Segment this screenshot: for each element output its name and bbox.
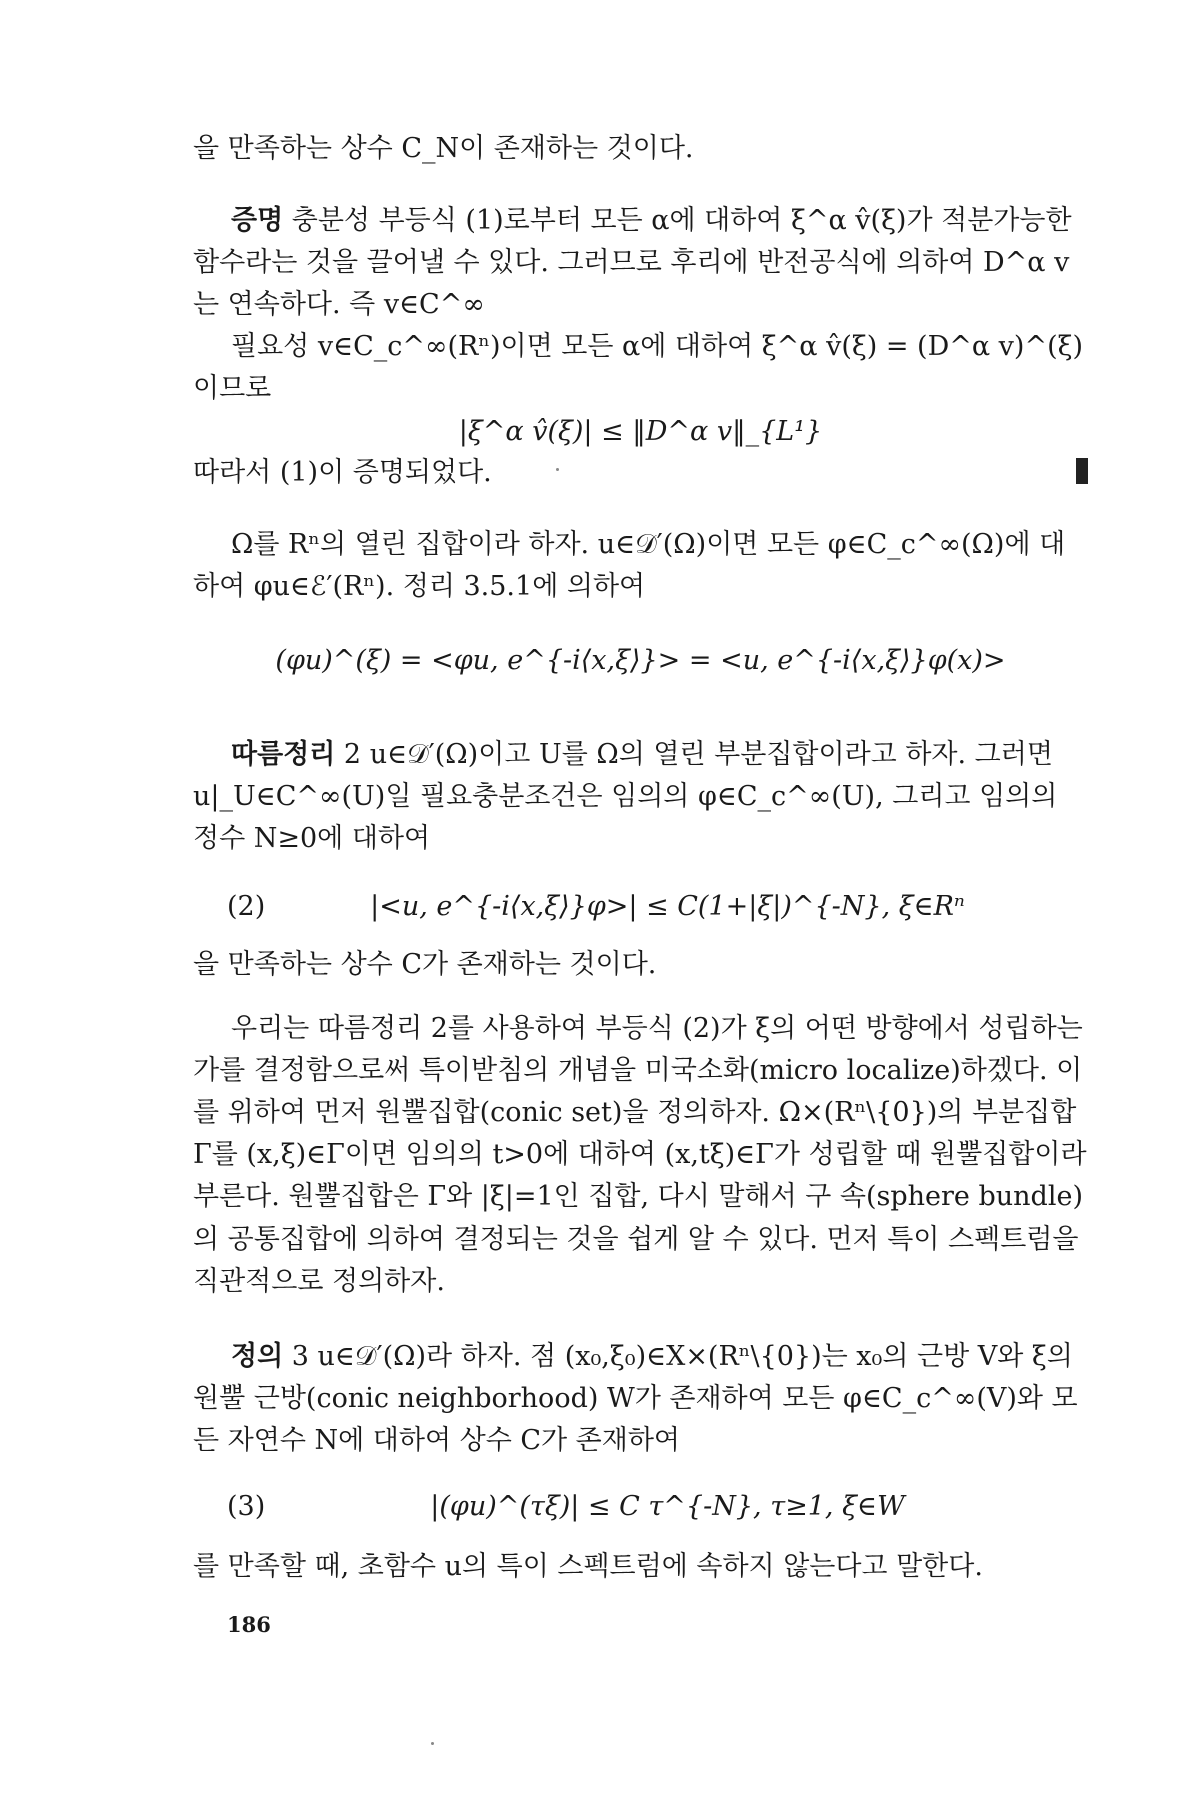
micro-paragraph: 우리는 따름정리 2를 사용하여 부등식 (2)가 ξ의 어떤 방향에서 성립하는가를 결정함으로써 특이받침의 개념을 미국소화(micro localize)하겠다. 이를 위하여 먼저 원뿔집합(conic set)을 정의하자. Ω×(Rⁿ\{0})의 부분집합 Γ를 (x,ξ)∈Γ이면 임의의 t>0에 대하여 (x,tξ)∈Γ가 성립할 때 원뿔집합이라 부른다. 원뿔집합은 Γ와 |ξ|=1인 집합, 다시 말해서 구 속(sphere bundle)의 공통집합에 의하여 결정되는 것을 쉽게 알 수 있다. 먼저 특이 스펙트럼을 직관적으로 정의하자. (193, 1013, 1087, 1297)
corollary-text: u∈𝒟′(Ω)이고 U를 Ω의 열린 부분집합이라고 하자. 그러면 u|_U∈C^∞(U)일 필요충분조건은 임의의 φ∈C_c^∞(U), 그리고 임의의 정수 N≥0에 대하여 (193, 739, 1058, 855)
page-number: 186 (227, 1612, 271, 1637)
definition-label: 정의 (231, 1341, 284, 1372)
definition-block (193, 1336, 1088, 1462)
equation-body: |(φu)^(τξ)| ≤ C τ^{-N}, τ≥1, ξ∈W (430, 1491, 905, 1522)
equation-number: (3) (227, 1491, 266, 1522)
definition-end: 를 만족할 때, 초함수 u의 특이 스펙트럼에 속하지 않는다고 말한다. (193, 1551, 983, 1582)
equation-3 (193, 1486, 1088, 1528)
proof-necessity: 필요성 v∈C_c^∞(Rⁿ)이면 모든 α에 대하여 ξ^α v̂(ξ) = (D^α v)^(ξ)이므로 (193, 331, 1084, 405)
definition-text: u∈𝒟′(Ω)라 하자. 점 (x₀,ξ₀)∈X×(Rⁿ\{0})는 x₀의 근방 V와 ξ의 원뿔 근방(conic neighborhood) W가 존재하여 모든 φ∈C_c^∞(V)와 모든 자연수 N에 대하여 상수 C가 존재하여 (193, 1341, 1078, 1457)
equation-body: |<u, e^{-i⟨x,ξ⟩}φ>| ≤ C(1+|ξ|)^{-N}, ξ∈Rⁿ (370, 891, 965, 922)
proof-conclusion: 따라서 (1)이 증명되었다. (193, 457, 492, 488)
corollary-number: 2 (343, 739, 362, 770)
corollary-block (193, 734, 1088, 860)
proof-block (193, 200, 1088, 453)
omega-paragraph: Ω를 Rⁿ의 열린 집합이라 하자. u∈𝒟′(Ω)이면 모든 φ∈C_c^∞(Ω)에 대하여 φu∈ℰ′(Rⁿ). 정리 3.5.1에 의하여 (193, 529, 1066, 603)
fourier-equation: (φu)^(ξ) = <φu, e^{-i⟨x,ξ⟩}> = <u, e^{-i⟨x,ξ⟩}φ(x)> (275, 645, 1006, 676)
corollary-label: 따름정리 (231, 739, 336, 770)
proof-label: 증명 (231, 205, 284, 236)
corollary-end: 을 만족하는 상수 C가 존재하는 것이다. (193, 949, 657, 980)
speck (431, 1742, 434, 1745)
qed-mark (1076, 458, 1088, 484)
definition-number: 3 (291, 1341, 309, 1372)
proof-equation: |ξ^α v̂(ξ)| ≤ ‖D^α v‖_{L¹} (458, 415, 823, 447)
text-line: 을 만족하는 상수 C_N이 존재하는 것이다. (193, 133, 694, 164)
proof-end-line (193, 452, 1088, 494)
equation-number: (2) (227, 891, 266, 922)
proof-sufficiency: 충분성 부등식 (1)로부터 모든 α에 대하여 ξ^α v̂(ξ)가 적분가능한 함수라는 것을 끌어낼 수 있다. 그러므로 후리에 반전공식에 의하여 D^α v는 연속하다. 즉 v∈C^∞ (193, 205, 1072, 321)
equation-2 (193, 886, 1088, 928)
